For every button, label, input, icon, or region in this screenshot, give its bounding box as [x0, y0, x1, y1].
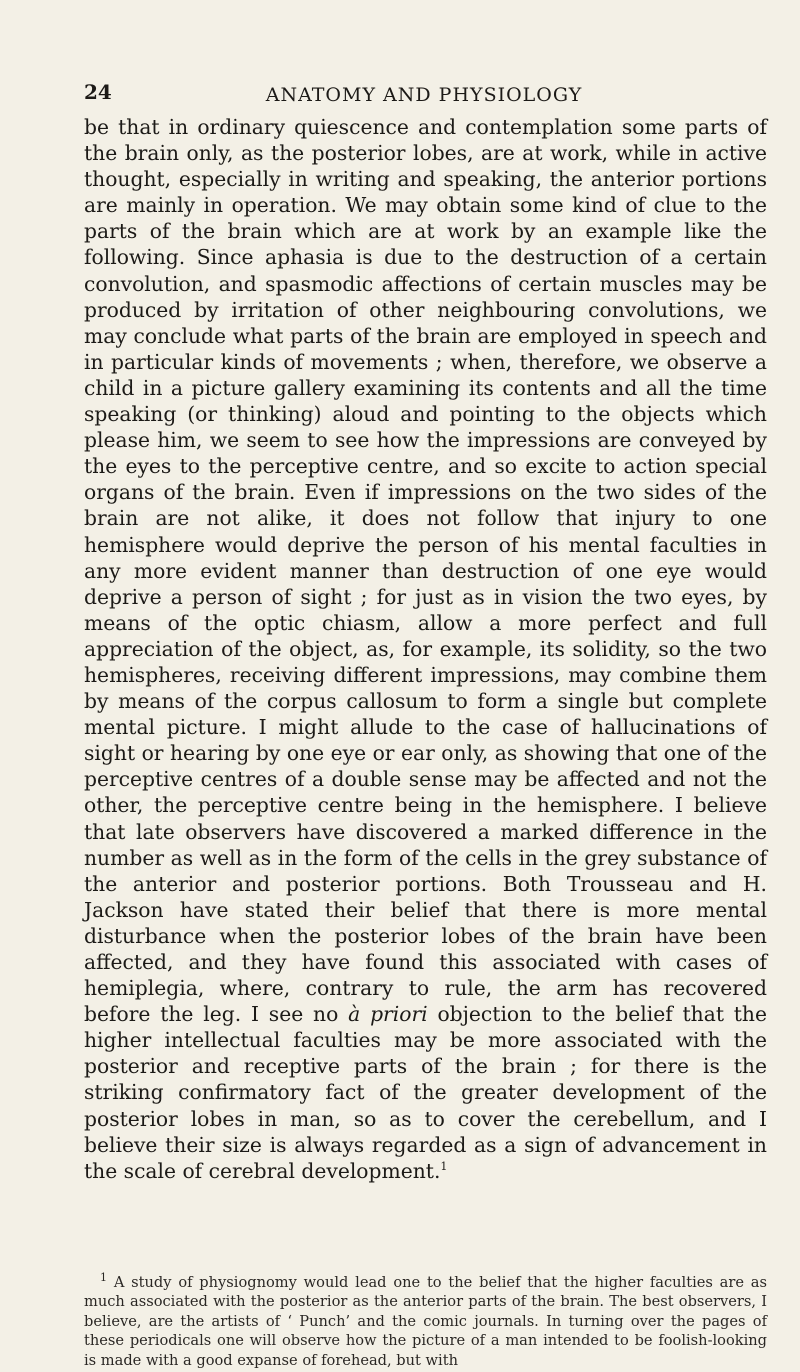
italic-phrase: à priori: [348, 1002, 428, 1027]
footnote: [84, 1273, 767, 1370]
body-text: [84, 114, 767, 1184]
footnote-reference: 1: [440, 1159, 448, 1173]
body-text-part-1: be that in ordinary quiescence and contemplation some parts of the brain only, as the posterior lobes, are at work, while in active thought, especially in writing and speaking, the anterior portions are mainly in operation. We may obtain some kind of clue to the parts of the brain which are at work by an example like the following. Since aphasia is due to the destruction of a certain convolution, and spasmodic affections of certain muscles may be produced by irritation of other neighbouring convolutions, we may conclude what parts of the brain are employed in speech and in particular kinds of movements ; when, therefore, we observe a child in a picture gallery examining its contents and all the time speaking (or thinking) aloud and pointing to the objects which please him, we seem to see how the impressions are conveyed by the eyes to the perceptive centre, and so excite to action special organs of the brain. Even if impressions on the two sides of the brain are not alike, it does not follow that injury to one hemisphere would deprive the person of his mental faculties in any more evident manner than destruction of one eye would deprive a person of sight ; for just as in vision the two eyes, by means of the optic chiasm, allow a more perfect and full appreciation of the object, as, for example, its solidity, so the two hemispheres, receiving different impressions, may combine them by means of the corpus callosum to form a single but complete mental picture. I might allude to the case of hallucinations of sight or hearing by one eye or ear only, as showing that one of the perceptive centres of a double sense may be affected and not the other, the perceptive centre being in the hemisphere. I believe that late observers have discovered a marked difference in the number as well as in the form of the cells in the grey substance of the anterior and posterior portions. Both Trousseau and H. Jackson have stated their belief that there is more mental disturbance when the posterior lobes of the brain have been affected, and they have found this associated with cases of hemiplegia, where, contrary to rule, the arm has recovered before the leg. I see no: [84, 115, 767, 1027]
running-title: ANATOMY AND PHYSIOLOGY: [265, 84, 583, 106]
footnote-text: A study of physiognomy would lead one to the belief that the higher faculties are as much associated with the posterior as the anterior parts of the brain. The best observers, I believe, are the artists of ‘ Punch’ and the comic journals. In turning over the pages of these periodicals one will observe how the picture of a man intended to be foolish-looking is made with a good expanse of forehead, but with: [84, 1274, 767, 1369]
footnote-paragraph: [84, 1273, 767, 1370]
footnote-marker: 1: [100, 1271, 107, 1285]
page-number: 24: [84, 80, 112, 104]
running-head: [84, 80, 764, 110]
body-paragraph: [84, 114, 767, 1184]
body-text-part-2: objection to the belief that the higher intellectual faculties may be more associated with the posterior and receptive parts of the brain ; for there is the striking confirmatory fact of the greater development of the posterior lobes in man, so as to cover the cerebellum, and I believe their size is always regarded as a sign of advancement in the scale of cerebral development.: [84, 1002, 767, 1183]
